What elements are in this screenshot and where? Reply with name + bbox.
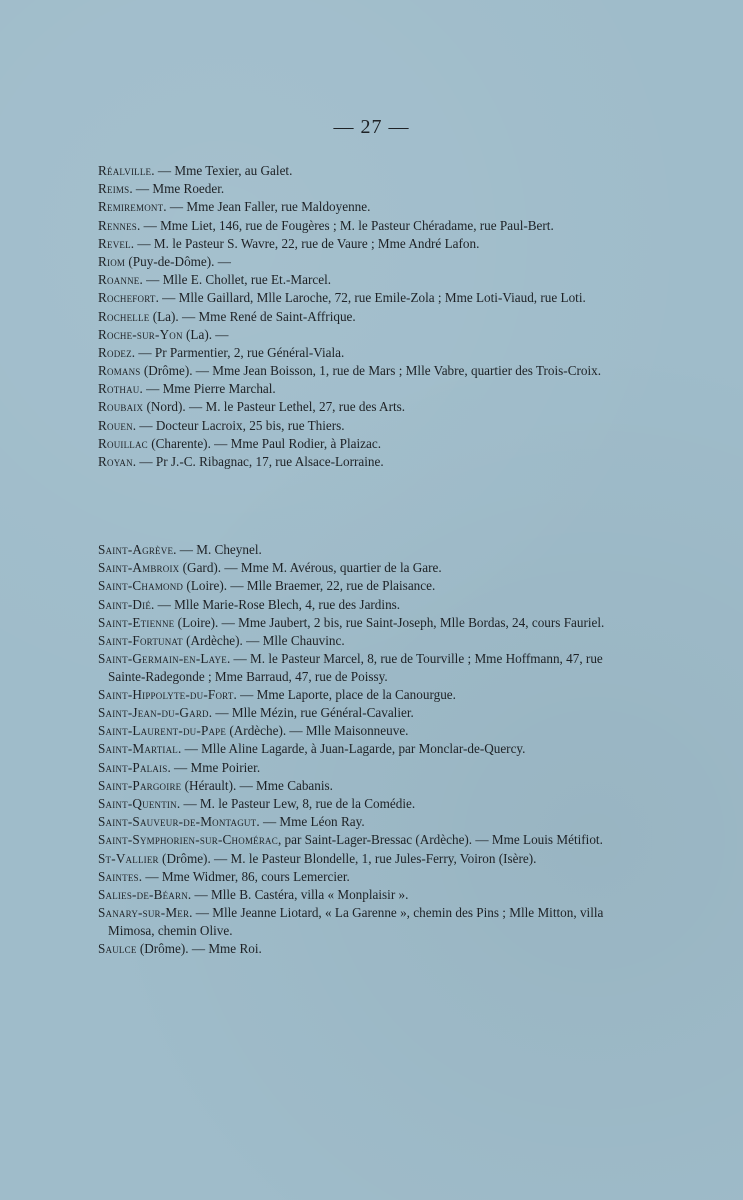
place-name: Saint-Agrève [98, 542, 174, 557]
place-name: Saint-Ambroix [98, 560, 180, 576]
place-name: Saint-Quentin [98, 796, 177, 812]
directory-section-r [98, 162, 638, 471]
directory-entry [98, 886, 638, 904]
place-name: Saint-Jean-du-Gard [98, 705, 209, 721]
directory-entry [98, 759, 638, 777]
directory-entry [98, 650, 638, 685]
entry-text: . — M. Cheynel. [173, 542, 262, 557]
entry-text: . — Mlle B. Castéra, villa « Monplaisir ». [187, 886, 409, 902]
entry-text: . — Mme Texier, au Galet. [151, 163, 293, 178]
entry-text: (Ardèche). — Mlle Maisonneuve. [226, 723, 409, 739]
place-name: Saint-Laurent-du-Pape [98, 723, 227, 739]
place-name: Rochefort [98, 290, 156, 306]
directory-entry [98, 435, 638, 453]
entry-text: (Loire). — Mme Jaubert, 2 bis, rue Saint-Joseph, Mlle Bordas, 24, cours Fauriel. [174, 614, 605, 630]
directory-entry [98, 289, 638, 307]
entry-text: (Ardèche). — Mlle Chauvinc. [182, 632, 345, 648]
place-name: Sanary-sur-Mer [98, 905, 190, 921]
directory-entry [98, 235, 638, 253]
directory-entry [98, 850, 638, 868]
entry-text: (Drôme). — Mme Jean Boisson, 1, rue de Mars ; Mlle Vabre, quartier des Trois-Croix. [140, 363, 602, 379]
place-name: Saint-Symphorien-sur-Chomérac [98, 832, 278, 848]
directory-entry [98, 344, 638, 362]
place-name: Saint-Hippolyte-du-Fort [98, 686, 234, 702]
place-name: Réalville [98, 163, 152, 178]
place-name: Remiremont [98, 199, 164, 215]
directory-entry [98, 904, 638, 939]
entry-text: . — Mlle Aline Lagarde, à Juan-Lagarde, par Monclar-de-Quercy. [178, 741, 526, 757]
directory-section-s [98, 541, 638, 958]
directory-entry [98, 162, 638, 180]
place-name: Saint-Sauveur-de-Montagut [98, 814, 257, 830]
entry-text: . — Pr J.-C. Ribagnac, 17, rue Alsace-Lorraine. [132, 454, 384, 469]
entry-text: . — M. le Pasteur Marcel, 8, rue de Tourville ; Mme Hoffmann, 47, rue Sainte-Radegonde ; Mme Barraud, 47, rue de Poissy. [108, 651, 603, 684]
entry-text: . — Mme Laporte, place de la Canourgue. [233, 686, 456, 702]
directory-entry [98, 740, 638, 758]
entry-text: , par Saint-Lager-Bressac (Ardèche). — Mme Louis Métifiot. [277, 832, 603, 848]
directory-entry [98, 308, 638, 326]
directory-entry [98, 777, 638, 795]
directory-entry [98, 326, 638, 344]
place-name: Romans [98, 363, 141, 379]
entry-text: . — Mme Léon Ray. [256, 814, 365, 830]
entry-text: . — Mme Liet, 146, rue de Fougères ; M. le Pasteur Chéradame, rue Paul-Bert. [137, 217, 554, 233]
directory-entry [98, 541, 638, 559]
entry-text: (Drôme). — Mme Roi. [136, 940, 262, 956]
entry-text: . — Mlle Gaillard, Mlle Laroche, 72, rue Emile-Zola ; Mme Loti-Viaud, rue Loti. [155, 290, 586, 306]
place-name: Reims [98, 181, 130, 197]
directory-entry [98, 795, 638, 813]
place-name: Saulce [98, 940, 137, 956]
place-name: Saint-Chamond [98, 578, 184, 594]
directory-entry [98, 453, 638, 471]
directory-entry [98, 868, 638, 886]
place-name: Salies-de-Béarn [98, 886, 188, 902]
entry-text: . — Mme Pierre Marchal. [139, 381, 276, 397]
page-number: — 27 — [333, 116, 410, 138]
place-name: Rouen [98, 417, 133, 433]
place-name: Saint-Palais [98, 759, 168, 775]
directory-entry [98, 940, 638, 958]
directory-entry [98, 217, 638, 235]
place-name: Royan [98, 454, 133, 469]
entry-text: . — Mlle E. Chollet, rue Et.-Marcel. [139, 272, 332, 288]
entry-text: . — M. le Pasteur Lew, 8, rue de la Comédie. [176, 796, 416, 812]
directory-entry [98, 632, 638, 650]
directory-entry [98, 614, 638, 632]
entry-text: (Drôme). — M. le Pasteur Blondelle, 1, rue Jules-Ferry, Voiron (Isère). [158, 850, 537, 866]
entry-text: (La). — Mme René de Saint-Affrique. [149, 308, 356, 324]
entry-text: . — Mme Poirier. [167, 759, 261, 775]
directory-entry [98, 398, 638, 416]
directory-entry [98, 596, 638, 614]
place-name: Rodez [98, 344, 132, 360]
place-name: Saint-Etienne [98, 614, 175, 630]
place-name: Saint-Fortunat [98, 632, 183, 648]
place-name: Roubaix [98, 399, 144, 415]
directory-entry [98, 577, 638, 595]
directory-entry [98, 686, 638, 704]
place-name: Rennes [98, 217, 137, 233]
entry-text: . — Mme Roeder. [129, 181, 225, 197]
entry-text: (Gard). — Mme M. Avérous, quartier de la Gare. [179, 560, 442, 576]
directory-entry [98, 271, 638, 289]
directory-entry [98, 559, 638, 577]
directory-entry [98, 417, 638, 435]
place-name: St-Vallier [98, 850, 159, 866]
directory-entry [98, 180, 638, 198]
place-name: Saint-Martial [98, 741, 178, 757]
place-name: Saint-Dié [98, 596, 152, 612]
entry-text: . — Mme Jean Faller, rue Maldoyenne. [163, 199, 371, 215]
place-name: Rothau [98, 381, 140, 397]
place-name: Revel [98, 235, 131, 251]
entry-text: . — Pr Parmentier, 2, rue Général-Viala. [131, 344, 345, 360]
entry-text: (Nord). — M. le Pasteur Lethel, 27, rue des Arts. [143, 399, 406, 415]
directory-entry [98, 253, 638, 271]
place-name: Saint-Pargoire [98, 777, 182, 793]
entry-text: (Loire). — Mlle Braemer, 22, rue de Plaisance. [183, 578, 436, 594]
place-name: Rouillac [98, 435, 148, 451]
entry-text: (Charente). — Mme Paul Rodier, à Plaizac. [147, 435, 382, 451]
place-name: Riom [98, 253, 126, 269]
entry-text: . — Mlle Jeanne Liotard, « La Garenne », chemin des Pins ; Mlle Mitton, villa Mimosa, chemin Olive. [108, 905, 604, 938]
directory-entry [98, 198, 638, 216]
directory-entry [98, 380, 638, 398]
directory-entry [98, 362, 638, 380]
directory-entry [98, 831, 638, 849]
place-name: Roche-sur-Yon [98, 326, 183, 342]
place-name: Roanne [98, 272, 140, 288]
directory-entry [98, 704, 638, 722]
entry-text: . — Mme Widmer, 86, cours Lemercier. [138, 868, 350, 884]
entry-text: . — Mlle Mézin, rue Général-Cavalier. [208, 705, 414, 721]
place-name: Saintes [98, 868, 139, 884]
entry-text: (La). — [182, 326, 229, 342]
place-name: Rochelle [98, 308, 150, 324]
entry-text: (Hérault). — Mme Cabanis. [181, 777, 333, 793]
place-name: Saint-Germain-en-Laye [98, 651, 227, 667]
entry-text: . — Mlle Marie-Rose Blech, 4, rue des Jardins. [151, 596, 401, 612]
entry-text: . — M. le Pasteur S. Wavre, 22, rue de Vaure ; Mme André Lafon. [130, 235, 480, 251]
entry-text: (Puy-de-Dôme). — [125, 253, 231, 269]
directory-entry [98, 722, 638, 740]
entry-text: . — Docteur Lacroix, 25 bis, rue Thiers. [132, 417, 345, 433]
directory-entry [98, 813, 638, 831]
